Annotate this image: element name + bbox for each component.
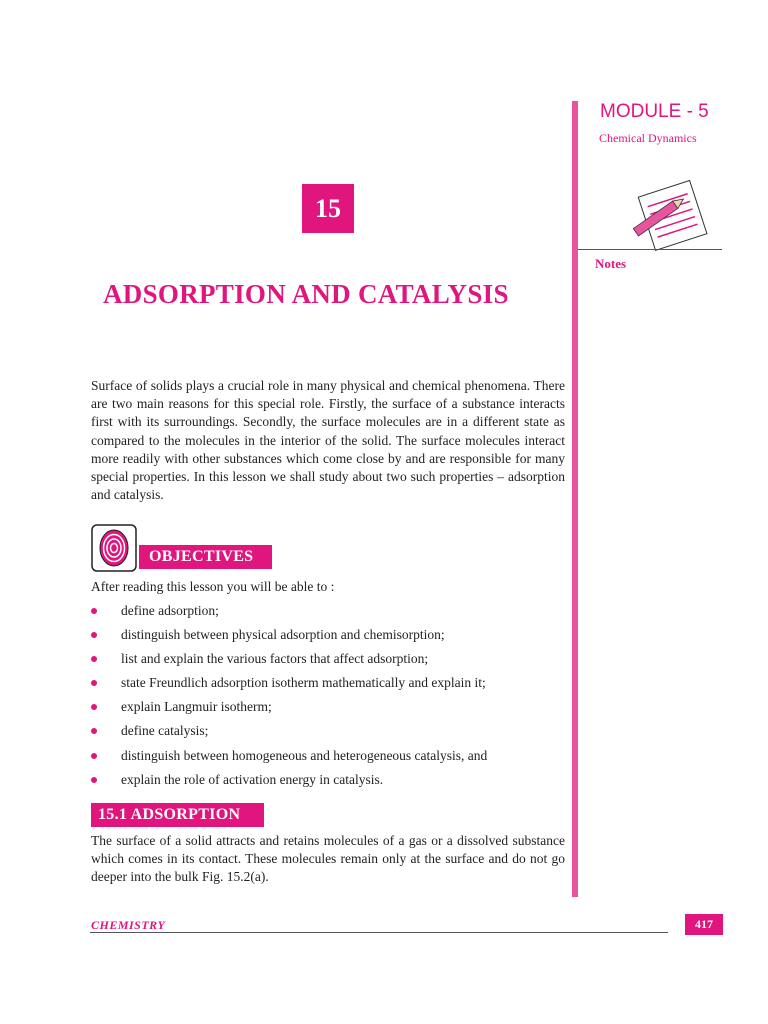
objectives-lead: After reading this lesson you will be able to : [91,579,335,594]
chapter-title: ADSORPTION AND CATALYSIS [103,279,509,309]
bullet-icon [91,777,97,783]
objective-item: explain Langmuir isotherm; [91,698,571,722]
section-heading: 15.1 ADSORPTION [91,803,264,827]
bullet-icon [91,656,97,662]
margin-bar [572,101,578,897]
notepad-pencil-icon [628,180,714,259]
objective-item: define catalysis; [91,722,571,746]
objective-item: distinguish between physical adsorption and chemisorption; [91,626,571,650]
module-label: MODULE - 5 [600,101,709,122]
bullet-icon [91,608,97,614]
module-subject: Chemical Dynamics [599,131,697,145]
bullet-icon [91,680,97,686]
objectives-heading: OBJECTIVES [139,545,272,569]
bullet-icon [91,632,97,638]
objective-item: state Freundlich adsorption isotherm mathematically and explain it; [91,674,571,698]
target-icon [91,524,137,577]
objectives-list [91,602,571,795]
section-paragraph: The surface of a solid attracts and retains molecules of a gas or a dissolved substance which comes in its contact. These molecules remain only at the surface and do not go deeper into the bulk Fig. 15.2(a). [91,833,565,885]
objective-item: list and explain the various factors that affect adsorption; [91,650,571,674]
bullet-icon [91,728,97,734]
page-number: 417 [685,914,723,935]
bullet-icon [91,704,97,710]
intro-paragraph: Surface of solids plays a crucial role in many physical and chemical phenomena. There are two main reasons for this special role. Firstly, the surface of a substance interacts first with its surroundings. Secondly, the surface molecules are in a different state as compared to the molecules in the interior of the solid. The surface molecules interact more readily with other substances which come close by and are responsible for many special properties. In this lesson we shall study about two such properties – adsorption and catalysis. [91,378,565,503]
objective-item: distinguish between homogeneous and heterogeneous catalysis, and [91,747,571,771]
objective-item: explain the role of activation energy in catalysis. [91,771,571,795]
chapter-number: 15 [302,184,354,233]
footer-divider [90,932,668,933]
objective-item: define adsorption; [91,602,571,626]
bullet-icon [91,753,97,759]
footer-subject: CHEMISTRY [91,918,166,932]
notes-label: Notes [595,256,627,271]
notes-divider [578,249,722,250]
